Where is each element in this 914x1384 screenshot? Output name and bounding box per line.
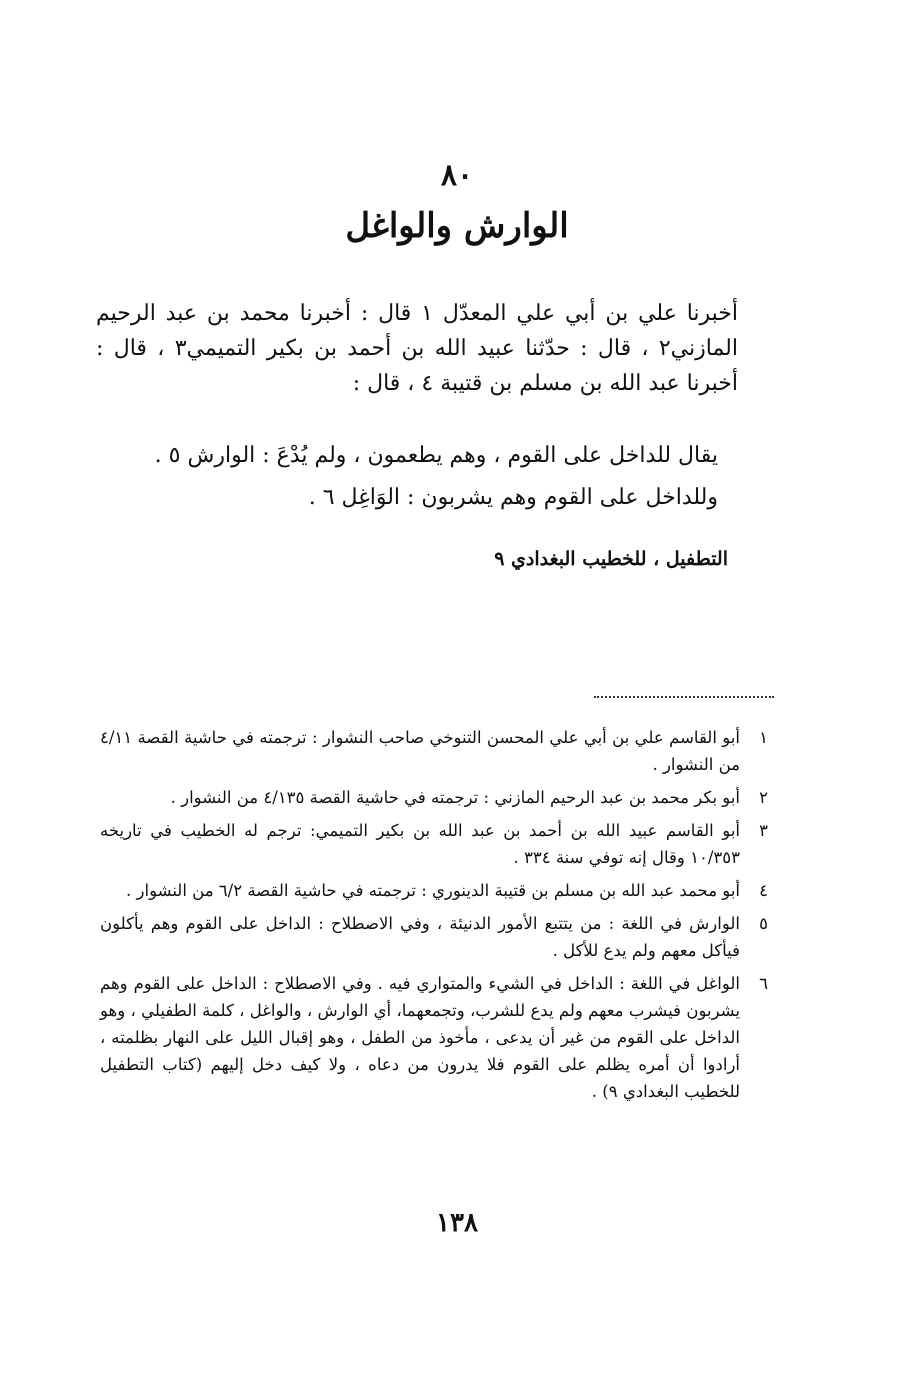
footnote-number: ٤ xyxy=(759,881,768,900)
isnad-paragraph xyxy=(96,296,738,401)
footnote-text: أبو القاسم علي بن أبي علي المحسن التنوخي صاحب النشوار : ترجمته في حاشية القصة ٤/١١ من النشوار . xyxy=(100,728,740,774)
story-number: ٨٠ xyxy=(440,158,474,193)
footnote-item xyxy=(100,724,768,778)
footnote-number: ٣ xyxy=(759,821,768,840)
footnote-text: الواغل في اللغة : الداخل في الشيء والمتواري فيه . وفي الاصطلاح : الداخل على القوم وهم يشربون فيشرب معهم ولم يدع للشرب، وتجمعهما، أي الوارش ، والواغل ، كلمة الطفيلي ، وهو الداخل على القوم من غير أن يدعى ، مأخوذ من الطفل ، وهو إقبال الليل على النهار بظلمته ، أرادوا أن أمره يظلم على القوم فلا يدرون من دعاه ، ولا كيف دخل إليهم (كتاب التطفيل للخطيب البغدادي ٩) . xyxy=(100,974,740,1101)
footnote-text: أبو محمد عبد الله بن مسلم بن قتيبة الدينوري : ترجمته في حاشية القصة ٦/٢ من النشوار . xyxy=(126,881,740,900)
footnote-number: ٥ xyxy=(759,914,768,933)
footnote-number: ٢ xyxy=(759,788,768,807)
footnote-item xyxy=(100,784,768,811)
footnotes-section xyxy=(100,724,768,1111)
footnote-item xyxy=(100,817,768,871)
footnote-item xyxy=(100,910,768,964)
footnote-item xyxy=(100,877,768,904)
story-title: الوارش والواغل xyxy=(345,206,569,246)
footnote-number: ٦ xyxy=(759,974,768,993)
quote-line-1: يقال للداخل على القوم ، وهم يطعمون ، ولم يُدْعَ : الوارش ٥ . xyxy=(154,443,718,468)
quote-line-2: وللداخل على القوم وهم يشربون : الوَاغِل ٦ . xyxy=(308,485,718,510)
paragraph-text: أخبرنا علي بن أبي علي المعدّل ١ قال : أخبرنا محمد بن عبد الرحيم المازني٢ ، قال : حدّثنا عبيد الله بن أحمد بن بكير التميمي٣ ، قال : أخبرنا عبد الله بن مسلم بن قتيبة ٤ ، قال : xyxy=(96,301,739,396)
footnote-item xyxy=(100,970,768,1105)
footnote-text: أبو القاسم عبيد الله بن أحمد بن عبد الله بن بكير التميمي: ترجم له الخطيب في تاريخه ١٠/٣٥٣ وقال إنه توفي سنة ٣٣٤ . xyxy=(100,821,740,867)
source-citation: التطفيل ، للخطيب البغدادي ٩ xyxy=(494,548,728,570)
footnote-text: الوارش في اللغة : من يتتبع الأمور الدنيئة ، وفي الاصطلاح : الداخل على القوم وهم يأكلون فيأكل معهم ولم يدع للأكل . xyxy=(100,914,740,960)
page-number: ١٣٨ xyxy=(436,1208,478,1238)
footnote-number: ١ xyxy=(759,728,768,747)
footnote-text: أبو بكر محمد بن عبد الرحيم المازني : ترجمته في حاشية القصة ٤/١٣٥ من النشوار . xyxy=(170,788,740,807)
footnote-divider xyxy=(594,696,774,698)
